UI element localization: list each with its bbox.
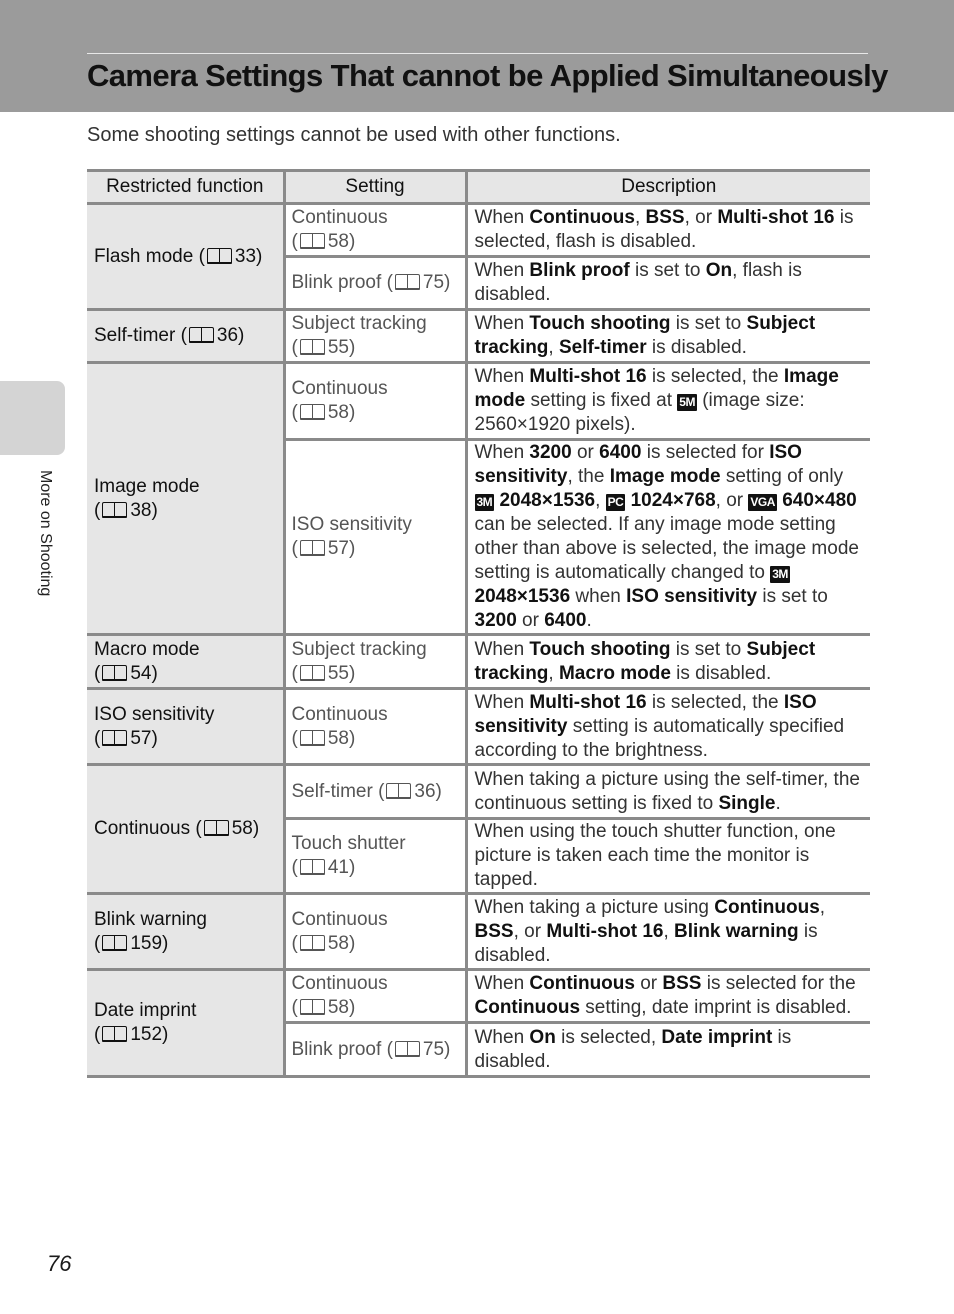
page-reference[interactable]: 152 xyxy=(130,1024,163,1045)
bold-term: 6400 xyxy=(599,442,642,463)
image-mode-3m-icon: 3M xyxy=(772,567,788,581)
restricted-function-cell: Blink warning ( 159) xyxy=(87,894,284,970)
description-text: , flash is disabled. xyxy=(474,260,802,305)
bold-term: ISO sensitivity xyxy=(474,691,817,737)
page-reference[interactable]: 159 xyxy=(130,932,163,954)
image-mode-pc-icon: PC xyxy=(607,495,624,509)
description-text: or xyxy=(634,973,663,994)
table-row xyxy=(87,204,870,257)
description-text: When xyxy=(474,638,530,660)
setting-cell: Blink proof ( 75) xyxy=(284,1023,466,1077)
description-text: , or xyxy=(684,207,718,228)
description-cell xyxy=(466,440,870,635)
book-icon xyxy=(300,935,326,951)
page-reference[interactable]: 58 xyxy=(327,932,349,954)
description-text: is selected, xyxy=(555,1026,662,1048)
book-icon xyxy=(300,233,326,249)
book-icon xyxy=(300,859,326,875)
description-text: , xyxy=(548,662,559,684)
description-text: When using the touch shutter function, one picture is taken each time the monitor is tapped. xyxy=(474,821,836,890)
table-row xyxy=(87,635,870,689)
setting-cell: Continuous ( 58) xyxy=(284,363,466,440)
book-icon xyxy=(102,665,128,681)
page-title: Camera Settings That cannot be Applied Simultaneously xyxy=(87,58,888,93)
setting-cell: Continuous ( 58) xyxy=(284,970,466,1023)
book-icon xyxy=(300,404,326,420)
description-text: is set to xyxy=(629,260,706,281)
bold-term: Touch shooting xyxy=(529,313,671,334)
description-text: or xyxy=(516,610,545,631)
bold-term: Multi-shot 16 xyxy=(529,366,647,387)
book-icon xyxy=(386,783,412,799)
page-reference[interactable]: 58 xyxy=(327,231,349,252)
image-mode-vga-icon: VGA xyxy=(750,495,775,509)
description-text: is disabled. xyxy=(670,662,772,684)
table-header-row xyxy=(87,171,870,204)
description-text: When xyxy=(474,691,530,713)
bold-term: BSS xyxy=(474,920,514,942)
restricted-function-cell: Continuous ( 58) xyxy=(87,765,284,894)
page-reference[interactable]: 38 xyxy=(130,499,152,521)
page-reference[interactable]: 55 xyxy=(327,662,349,684)
description-text: , the xyxy=(567,466,610,487)
bold-term: On xyxy=(529,1026,556,1048)
bold-term: On xyxy=(705,260,733,281)
description-cell xyxy=(466,1023,870,1077)
bold-term: Blink warning xyxy=(674,920,799,942)
book-icon xyxy=(300,339,326,355)
table-row xyxy=(87,765,870,819)
bold-term: BSS xyxy=(662,973,702,994)
bold-term: Blink proof xyxy=(529,260,630,281)
description-text: When xyxy=(474,366,530,387)
book-icon xyxy=(102,1026,128,1042)
setting-cell: ISO sensitivity ( 57) xyxy=(284,440,466,635)
restricted-function-cell: ISO sensitivity ( 57) xyxy=(87,689,284,765)
table-row xyxy=(87,310,870,363)
page-reference[interactable]: 57 xyxy=(130,727,152,749)
book-icon xyxy=(189,327,215,343)
ref-label: Blink warning xyxy=(94,908,207,930)
page-reference[interactable]: 55 xyxy=(327,337,349,358)
description-cell xyxy=(466,970,870,1023)
bold-term: Continuous xyxy=(714,896,820,918)
table-row xyxy=(87,363,870,440)
description-text: is selected, the xyxy=(646,366,784,387)
description-text: , or xyxy=(513,920,547,942)
page-reference[interactable]: 54 xyxy=(130,662,152,684)
description-text: is disabled. xyxy=(646,337,747,358)
setting-cell: Self-timer ( 36) xyxy=(284,765,466,819)
ref-label: Image mode xyxy=(94,475,200,497)
side-tab-label: More on Shooting xyxy=(37,470,54,597)
page-reference[interactable]: 33 xyxy=(234,245,257,267)
description-text: setting, date imprint is disabled. xyxy=(580,997,852,1018)
bold-term: 2048×1536 xyxy=(494,490,596,511)
image-mode-5m-icon: 5M xyxy=(679,395,695,409)
description-text: is disabled. xyxy=(474,920,818,966)
page-reference[interactable]: 75 xyxy=(422,272,445,293)
table-row xyxy=(87,894,870,970)
ref-label: Continuous xyxy=(291,703,388,725)
setting-cell: Subject tracking ( 55) xyxy=(284,310,466,363)
bold-term: Date imprint xyxy=(661,1026,773,1048)
book-icon xyxy=(300,665,326,681)
page-reference[interactable]: 58 xyxy=(327,997,349,1018)
side-tab[interactable] xyxy=(0,381,65,455)
column-header-setting: Setting xyxy=(284,171,466,204)
page-reference[interactable]: 58 xyxy=(327,402,349,423)
ref-label: Continuous xyxy=(291,908,388,930)
description-cell xyxy=(466,819,870,894)
bold-term: Multi-shot 16 xyxy=(717,207,835,228)
setting-cell: Blink proof ( 75) xyxy=(284,257,466,310)
description-text: . xyxy=(586,610,592,631)
bold-term: Image mode xyxy=(474,366,839,411)
description-text: . xyxy=(775,792,781,814)
description-text: is selected, flash is disabled. xyxy=(474,207,854,252)
bold-term: Continuous xyxy=(474,997,581,1018)
bold-term: 3200 xyxy=(529,442,572,463)
ref-label: Blink proof xyxy=(291,1038,382,1060)
header-band xyxy=(0,0,954,112)
ref-label: Subject tracking xyxy=(291,638,427,660)
ref-label: Blink proof xyxy=(291,272,382,293)
book-icon xyxy=(204,820,230,836)
description-text: , xyxy=(595,490,606,511)
restrictions-table xyxy=(87,169,870,1078)
description-cell xyxy=(466,257,870,310)
description-text: When xyxy=(474,973,530,994)
description-text: When xyxy=(474,260,530,281)
description-text: is disabled. xyxy=(474,1026,792,1072)
restricted-function-cell: Flash mode ( 33) xyxy=(87,204,284,310)
ref-label: Flash mode xyxy=(94,245,194,267)
description-text: is set to xyxy=(670,638,747,660)
bold-term: Self-timer xyxy=(558,337,647,358)
bold-term: Image mode xyxy=(609,466,721,487)
ref-label: Continuous xyxy=(291,378,388,399)
description-text: , xyxy=(819,896,826,918)
page-reference[interactable]: 58 xyxy=(327,727,349,749)
description-cell xyxy=(466,689,870,765)
book-icon xyxy=(300,540,326,556)
ref-label: ISO sensitivity xyxy=(291,514,412,535)
bold-term: 3200 xyxy=(474,610,517,631)
setting-cell: Continuous ( 58) xyxy=(284,894,466,970)
description-text: can be selected. If any image mode setting other than above is selected, the image mode setting is automatically changed to xyxy=(474,514,859,583)
column-header-restricted-function: Restricted function xyxy=(87,171,284,204)
restricted-function-cell: Date imprint ( 152) xyxy=(87,970,284,1077)
description-text: setting is automatically specified according to the brightness. xyxy=(474,715,845,761)
bold-term: Single xyxy=(718,792,776,814)
table-row xyxy=(87,970,870,1023)
setting-cell: Continuous ( 58) xyxy=(284,689,466,765)
book-icon xyxy=(102,935,128,951)
setting-cell: Touch shutter ( 41) xyxy=(284,819,466,894)
page-reference[interactable]: 75 xyxy=(422,1038,445,1060)
description-text: is selected, the xyxy=(646,691,784,713)
description-text: When taking a picture using the self-timer, the continuous setting is fixed to xyxy=(474,768,860,814)
description-text: When taking a picture using xyxy=(474,896,715,918)
description-text: When xyxy=(474,313,530,334)
description-cell xyxy=(466,765,870,819)
page-reference[interactable]: 58 xyxy=(231,818,253,839)
column-header-description: Description xyxy=(466,171,870,204)
description-text: , xyxy=(548,337,559,358)
intro-text: Some shooting settings cannot be used with other functions. xyxy=(87,124,621,146)
ref-label: Continuous xyxy=(291,207,388,228)
description-text: setting is fixed at xyxy=(525,390,678,411)
description-text: When xyxy=(474,207,530,228)
ref-label: Self-timer xyxy=(291,780,373,802)
bold-term: Multi-shot 16 xyxy=(529,691,647,713)
restricted-function-cell: Macro mode ( 54) xyxy=(87,635,284,689)
description-text: (image size: 2560×1920 pixels). xyxy=(474,390,805,435)
bold-term: Subject tracking xyxy=(474,313,816,358)
bold-term: Multi-shot 16 xyxy=(546,920,664,942)
bold-term: ISO sensitivity xyxy=(474,442,802,487)
bold-term: Continuous xyxy=(529,207,635,228)
ref-label: Touch shutter xyxy=(291,833,406,854)
description-text: When xyxy=(474,1026,530,1048)
description-cell xyxy=(466,635,870,689)
bold-term: Subject tracking xyxy=(474,638,816,684)
description-text: When xyxy=(474,442,530,463)
description-text: is set to xyxy=(670,313,747,334)
bold-term: Continuous xyxy=(529,973,635,994)
bold-term: 2048×1536 xyxy=(474,586,571,607)
bold-term: Touch shooting xyxy=(529,638,671,660)
description-cell xyxy=(466,894,870,970)
page-number: 76 xyxy=(47,1251,72,1276)
bold-term: 640×480 xyxy=(776,490,857,511)
book-icon xyxy=(300,730,326,746)
header-rule xyxy=(87,53,868,54)
table-row xyxy=(87,689,870,765)
ref-label: Subject tracking xyxy=(291,313,427,334)
description-text: is set to xyxy=(757,586,828,607)
ref-label: Continuous xyxy=(94,818,191,839)
book-icon xyxy=(102,502,128,518)
book-icon xyxy=(395,1041,421,1057)
description-text: , xyxy=(663,920,675,942)
restricted-function-cell: Image mode ( 38) xyxy=(87,363,284,635)
description-cell xyxy=(466,363,870,440)
ref-label: Self-timer xyxy=(94,325,176,346)
bold-term: ISO sensitivity xyxy=(626,586,758,607)
description-cell xyxy=(466,310,870,363)
bold-term: BSS xyxy=(645,207,685,228)
page-reference[interactable]: 36 xyxy=(216,325,239,346)
ref-label: Continuous xyxy=(291,973,388,994)
page-reference[interactable]: 57 xyxy=(327,538,349,559)
book-icon xyxy=(395,274,421,290)
restricted-function-cell: Self-timer ( 36) xyxy=(87,310,284,363)
book-icon xyxy=(300,999,326,1015)
setting-cell: Subject tracking ( 55) xyxy=(284,635,466,689)
page-reference[interactable]: 41 xyxy=(327,857,349,878)
page-reference[interactable]: 36 xyxy=(414,780,436,802)
bold-term: 6400 xyxy=(544,610,587,631)
ref-label: ISO sensitivity xyxy=(94,703,215,725)
description-text: is selected for xyxy=(641,442,770,463)
ref-label: Date imprint xyxy=(94,1000,197,1021)
image-mode-3m-icon: 3M xyxy=(476,495,493,509)
setting-cell: Continuous ( 58) xyxy=(284,204,466,257)
description-text: , or xyxy=(715,490,749,511)
description-text: setting of only xyxy=(720,466,844,487)
description-text: is selected for the xyxy=(701,973,856,994)
book-icon xyxy=(102,730,128,746)
bold-term: 1024×768 xyxy=(625,490,716,511)
bold-term: Macro mode xyxy=(558,662,671,684)
description-cell xyxy=(466,204,870,257)
description-text: or xyxy=(571,442,600,463)
description-text: when xyxy=(570,586,627,607)
ref-label: Macro mode xyxy=(94,638,200,660)
book-icon xyxy=(207,248,233,264)
description-text: , xyxy=(634,207,646,228)
